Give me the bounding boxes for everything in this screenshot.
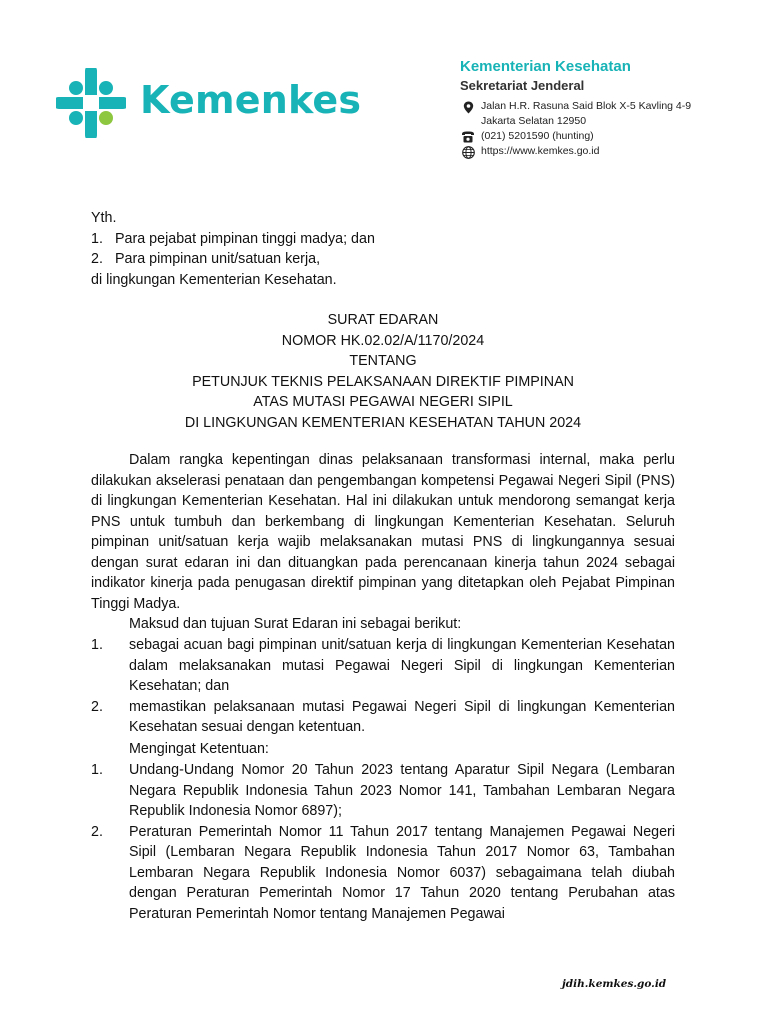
salutation: Yth. — [91, 210, 117, 226]
address-text: Jalan H.R. Rasuna Said Blok X-5 Kavling 4-9 Jakarta Selatan 12950 — [481, 100, 692, 127]
address-row — [460, 99, 760, 129]
phone-text: (021) 5201590 (hunting) — [481, 130, 594, 142]
footer-site: jdih.kemkes.go.id — [562, 978, 667, 990]
list-item: 1. Undang-Undang Nomor 20 Tahun 2023 tentang Aparatur Sipil Negara (Lembaran Negara Republik Indonesia Tahun 2023 Nomor 141, Tambahan Lembaran Negara Republik Indonesia Nomor 6897); — [91, 762, 675, 819]
recipient-item: 2. Para pimpinan unit/satuan kerja, — [91, 251, 321, 267]
agency-unit: Sekretariat Jenderal — [460, 78, 585, 93]
regulation-heading: Mengingat Ketentuan: — [129, 741, 269, 757]
doc-subject-line: PETUNJUK TEKNIS PELAKSANAAN DIREKTIF PIMPINAN — [192, 373, 574, 390]
intro-paragraph: Dalam rangka kepentingan dinas pelaksanaan transformasi internal, maka perlu dilakukan akselerasi penataan dan pengembangan kompetensi Pegawai Negeri Sipil (PNS) di lingkungan Kementerian Kesehatan. Hal ini dilakukan untuk mendorong semangat kerja PNS untuk tumbuh dan berkembang di lingkungan Kementerian Kesehatan. Seluruh pimpinan unit/satuan kerja wajib melaksanakan mutasi PNS di lingkungannya sesuai dengan surat edaran ini dan dituangkan pada perencanaan kinerja tahun 2024 sebagai indikator kinerja pada penugasan direktif pimpinan yang ditetapkan oleh Pejabat Pimpinan Tinggi Madya. — [91, 452, 675, 612]
location-pin-icon — [460, 100, 476, 114]
doc-number: NOMOR HK.02.02/A/1170/2024 — [281, 332, 485, 349]
doc-about: TENTANG — [349, 353, 417, 369]
phone-icon — [460, 130, 476, 144]
list-item: 2. memastikan pelaksanaan mutasi Pegawai Negeri Sipil di lingkungan Kementerian Kesehatan sesuai dengan ketentuan. — [91, 698, 675, 735]
globe-icon — [460, 145, 476, 159]
agency-name: Kementerian Kesehatan — [460, 58, 631, 75]
regulation-list — [91, 760, 675, 924]
kemenkes-logo-icon — [56, 68, 126, 138]
doc-subject-line: DI LINGKUNGAN KEMENTERIAN KESEHATAN TAHUN 2024 — [184, 414, 582, 431]
website-row — [460, 144, 760, 159]
purpose-list — [91, 635, 675, 738]
list-item: 1. sebagai acuan bagi pimpinan unit/satuan kerja di lingkungan Kementerian Kesehatan dalam melaksanakan mutasi Pegawai Negeri Sipil di lingkungan Kementerian Kesehatan; dan — [91, 637, 675, 694]
letterhead-agency — [460, 58, 760, 159]
recipient-item: 1. Para pejabat pimpinan tinggi madya; dan — [91, 230, 375, 247]
recipient-closing: di lingkungan Kementerian Kesehatan. — [91, 271, 337, 288]
recipients-block — [91, 208, 375, 290]
list-item: 2. Peraturan Pemerintah Nomor 11 Tahun 2017 tentang Manajemen Pegawai Negeri Sipil (Lembaran Negara Republik Indonesia Tahun 2017 Nomor 63, Tambahan Lembaran Negara Republik Indonesia Nomor 6037) sebagaimana telah diubah dengan Peraturan Pemerintah Nomor 17 Tahun 2020 tentang Perubahan atas Peraturan Pemerintah Nomor tentang Manajemen Pegawai — [91, 823, 675, 922]
purpose-heading: Maksud dan tujuan Surat Edaran ini sebagai berikut: — [129, 616, 462, 632]
doc-type: SURAT EDARAN — [327, 312, 439, 328]
document-title — [91, 310, 675, 433]
website-link[interactable]: https://www.kemkes.go.id — [481, 145, 600, 157]
doc-subject-line: ATAS MUTASI PEGAWAI NEGERI SIPIL — [253, 394, 513, 410]
phone-row — [460, 129, 760, 144]
logo-wordmark: Kemenkes — [140, 78, 362, 122]
